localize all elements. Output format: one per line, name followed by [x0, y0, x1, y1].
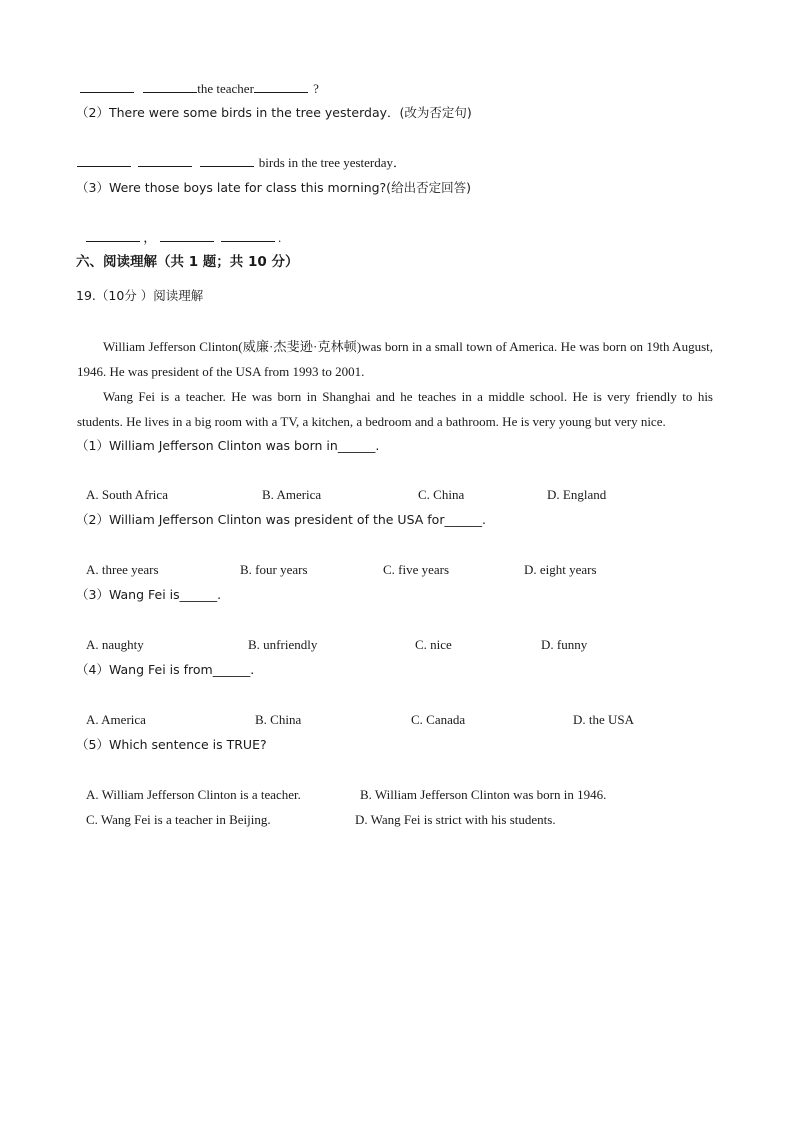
option-b[interactable]: B. America	[262, 487, 322, 502]
option-a[interactable]: A. three years	[86, 562, 159, 577]
option-c[interactable]: C. Wang Fei is a teacher in Beijing.	[86, 812, 271, 827]
option-a[interactable]: A. America	[86, 712, 146, 727]
question-stem: （4）Wang Fei is from______.	[76, 662, 255, 677]
question-stem: （1）William Jefferson Clinton was born in______.	[76, 438, 380, 453]
passage-text: Wang Fei is a teacher. He was born in Shanghai and he teaches in a middle school. He is very friendly to his students. He lives in a big room with a TV, a kitchen, a bedroom and a bathroom. He is very young but very nice.	[77, 389, 713, 429]
question-stem: （3）Wang Fei is______.	[76, 587, 222, 602]
q3-prompt: （3）Were those boys late for class this morning?(给出否定回答)	[76, 180, 471, 195]
question-stem: （2）William Jefferson Clinton was president of the USA for______.	[76, 512, 486, 527]
option-d[interactable]: D. England	[547, 487, 607, 502]
passage-paragraph-1	[77, 334, 713, 384]
question-stem: （5）Which sentence is TRUE?	[76, 737, 267, 752]
option-d[interactable]: D. the USA	[573, 712, 635, 727]
q2-answer-line	[77, 154, 406, 172]
passage-text: William Jefferson Clinton(威廉·杰斐逊·克林顿)was born in a small town of America. He was born on 19th August, 1946. He was president of the USA from 1993 to 2001.	[77, 339, 713, 379]
answer-text: birds in the tree yesterday．	[258, 155, 407, 170]
option-a[interactable]: A. South Africa	[86, 487, 168, 502]
answer-blank[interactable]	[221, 229, 275, 242]
answer-blank[interactable]	[138, 154, 192, 167]
q1-answer-line	[80, 80, 319, 98]
option-c[interactable]: C. China	[418, 487, 465, 502]
q3-answer-line	[86, 229, 281, 247]
option-d[interactable]: D. funny	[541, 637, 588, 652]
answer-blank[interactable]	[77, 154, 131, 167]
answer-blank[interactable]	[200, 154, 254, 167]
answer-blank[interactable]	[160, 229, 214, 242]
section-heading: 六、阅读理解（共 1 题；共 10 分）	[76, 254, 299, 270]
period: .	[278, 230, 282, 245]
passage-paragraph-2	[77, 384, 713, 434]
option-c[interactable]: C. five years	[383, 562, 450, 577]
option-a[interactable]: A. William Jefferson Clinton is a teacher.	[86, 787, 301, 802]
option-b[interactable]: B. China	[255, 712, 302, 727]
option-c[interactable]: C. Canada	[411, 712, 466, 727]
option-b[interactable]: B. William Jefferson Clinton was born in 1946.	[360, 787, 607, 802]
option-d[interactable]: D. Wang Fei is strict with his students.	[355, 812, 556, 827]
answer-blank[interactable]	[143, 80, 197, 93]
option-a[interactable]: A. naughty	[86, 637, 144, 652]
answer-blank[interactable]	[86, 229, 140, 242]
comma: ，	[143, 230, 157, 245]
option-b[interactable]: B. unfriendly	[248, 637, 318, 652]
answer-blank[interactable]	[254, 80, 308, 93]
option-d[interactable]: D. eight years	[524, 562, 597, 577]
question-header: 19.（10分 ）阅读理解	[76, 288, 204, 303]
answer-text: the teacher	[197, 81, 254, 96]
question-mark: ?	[313, 81, 319, 96]
option-c[interactable]: C. nice	[415, 637, 452, 652]
option-b[interactable]: B. four years	[240, 562, 308, 577]
answer-blank[interactable]	[80, 80, 134, 93]
q2-prompt: （2）There were some birds in the tree yesterday．(改为否定句)	[76, 105, 472, 120]
